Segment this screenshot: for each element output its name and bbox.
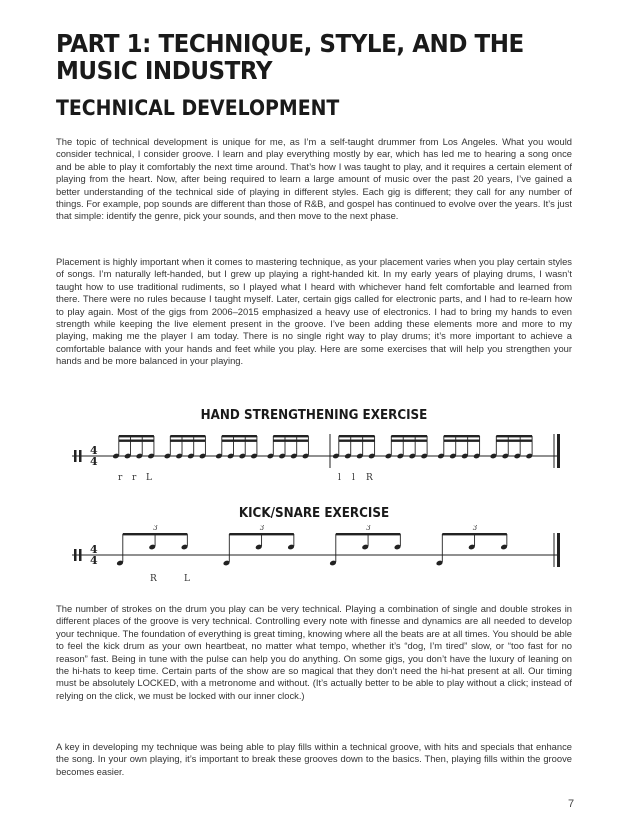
page-number: 7 [568,798,575,810]
sticking-2: r [132,473,137,483]
kick-snare-notes-group [116,525,508,566]
time-signature-bottom: 4 [90,554,98,567]
sticking-right: R [150,574,157,584]
kick-snare-notation [60,525,568,585]
beam-secondary [170,440,205,442]
beam-secondary [496,440,532,442]
sticking-4: l [338,473,341,483]
beam-secondary [339,440,375,442]
tuplet-label: 3 [366,525,371,532]
percussion-clef [74,549,77,561]
percussion-clef [74,450,77,462]
beam-secondary [222,440,257,442]
beam-primary [273,435,308,437]
hand-exercise-title: HAND STRENGTHENING EXERCISE [200,408,428,423]
sticking-1: r [118,473,123,483]
time-signature-top: 4 [90,444,98,457]
beam [336,533,401,535]
sticking-3: L [146,473,152,483]
beam-primary [119,435,154,437]
tuplet-label: 3 [259,525,265,532]
beam-primary [222,435,257,437]
sticking-left: L [184,574,190,584]
final-barline-thick [557,434,560,468]
paragraph-2: Placement is highly important when it comes to mastering technique, as your placement varies when you play certain styles of songs. I’m naturally left-handed, but I grew up playing a right-handed kit. In my early years of playing drums, I wasn’t taught how to use traditional rudiments, so I played what I heard with whichever hand felt comfortable and learned from there. There were no rules because I taught myself. Later, certain gigs called for electronic parts, and I had to re-learn how to play again. Most of the gigs from 2006–2015 emphasized a heavy use of electronics. I had to bring my hands to even strength while keeping the live element present in the groove. I’ve been adding these elements more and more to my playing, making me the player I am today. There is no single right way to play drums; it’s more important to achieve a comfortable balance with your hands and feet while you play. Here are some exercises that will help you strengthen your hands and be more balanced in your playing. [56,256,572,367]
paragraph-3: The number of strokes on the drum you play can be very technical. Playing a combination of single and double strokes in different places of the groove is very technical. Controlling every note with finesse and dynamics are all needed to develop your technique. The foundation of everything is great timing, knowing where all the beats are at all times. You should be able to feel the kick drum as your own heartbeat, no matter what tempo, whether it’s “dog, I’m tired” slow, or “too fast for no reason” fast. Being in tune with the pulse can help you do anything. On some gigs, you don’t have the luxury of leaning on the hi-hats to keep time. Certain parts of the show are so magical that they don’t need the hi-hat present at all. Our timing must be absolutely LOCKED, with a metronome and without. (It’s actually better to be able to play without a click; instead of relying on the click, we must be locked with our inner clock.) [56,603,572,701]
beam-primary [444,435,480,437]
sticking-6: R [366,473,373,483]
beam-primary [339,435,375,437]
page-title: PART 1: TECHNIQUE, STYLE, AND THE MUSIC INDUSTRY [56,29,524,85]
section-title: TECHNICAL DEVELOPMENT [56,96,340,120]
beam [442,533,507,535]
beam-secondary [273,440,308,442]
time-signature-top: 4 [90,543,98,556]
beam-secondary [444,440,480,442]
beam [229,533,294,535]
beam-primary [170,435,205,437]
sticking-5: l [352,473,355,483]
hand-exercise-notation [60,428,568,488]
beam-secondary [391,440,427,442]
time-signature-bottom: 4 [90,455,98,468]
paragraph-1: The topic of technical development is unique for me, as I’m a self-taught drummer from Los Angeles. What you would consider technical, I consider groove. I learn and play everything mostly by ear, which has led me to hearing a song once and be able to play it comfortably the next time around. That’s how I was taught to play, and it requires a certain element of playing from the heart. Now, after being required to learn a large amount of music over the past 20 years, I’ve gained a better understanding of the technical side of playing in different styles. Each gig is different; they call for any number of things. For example, pop sounds are different than those of R&B, and gospel has continued to evolve over the years. It’s just that simple: identify the genre, pick your sounds, and then move to the next phase. [56,136,572,222]
paragraph-4: A key in developing my technique was being able to play fills within a technical groove, with hits and specials that enhance the song. In your own playing, it’s important to break these grooves down to the basics. Then, playing fills within the groove becomes easier. [56,741,572,777]
beam-secondary [119,440,154,442]
final-barline-thick [557,533,560,567]
beam-primary [496,435,532,437]
tuplet-label: 3 [472,525,478,532]
tuplet-label: 3 [153,525,158,532]
beam-primary [391,435,427,437]
beam [123,533,188,535]
kick-snare-exercise-title: KICK/SNARE EXERCISE [238,506,390,521]
